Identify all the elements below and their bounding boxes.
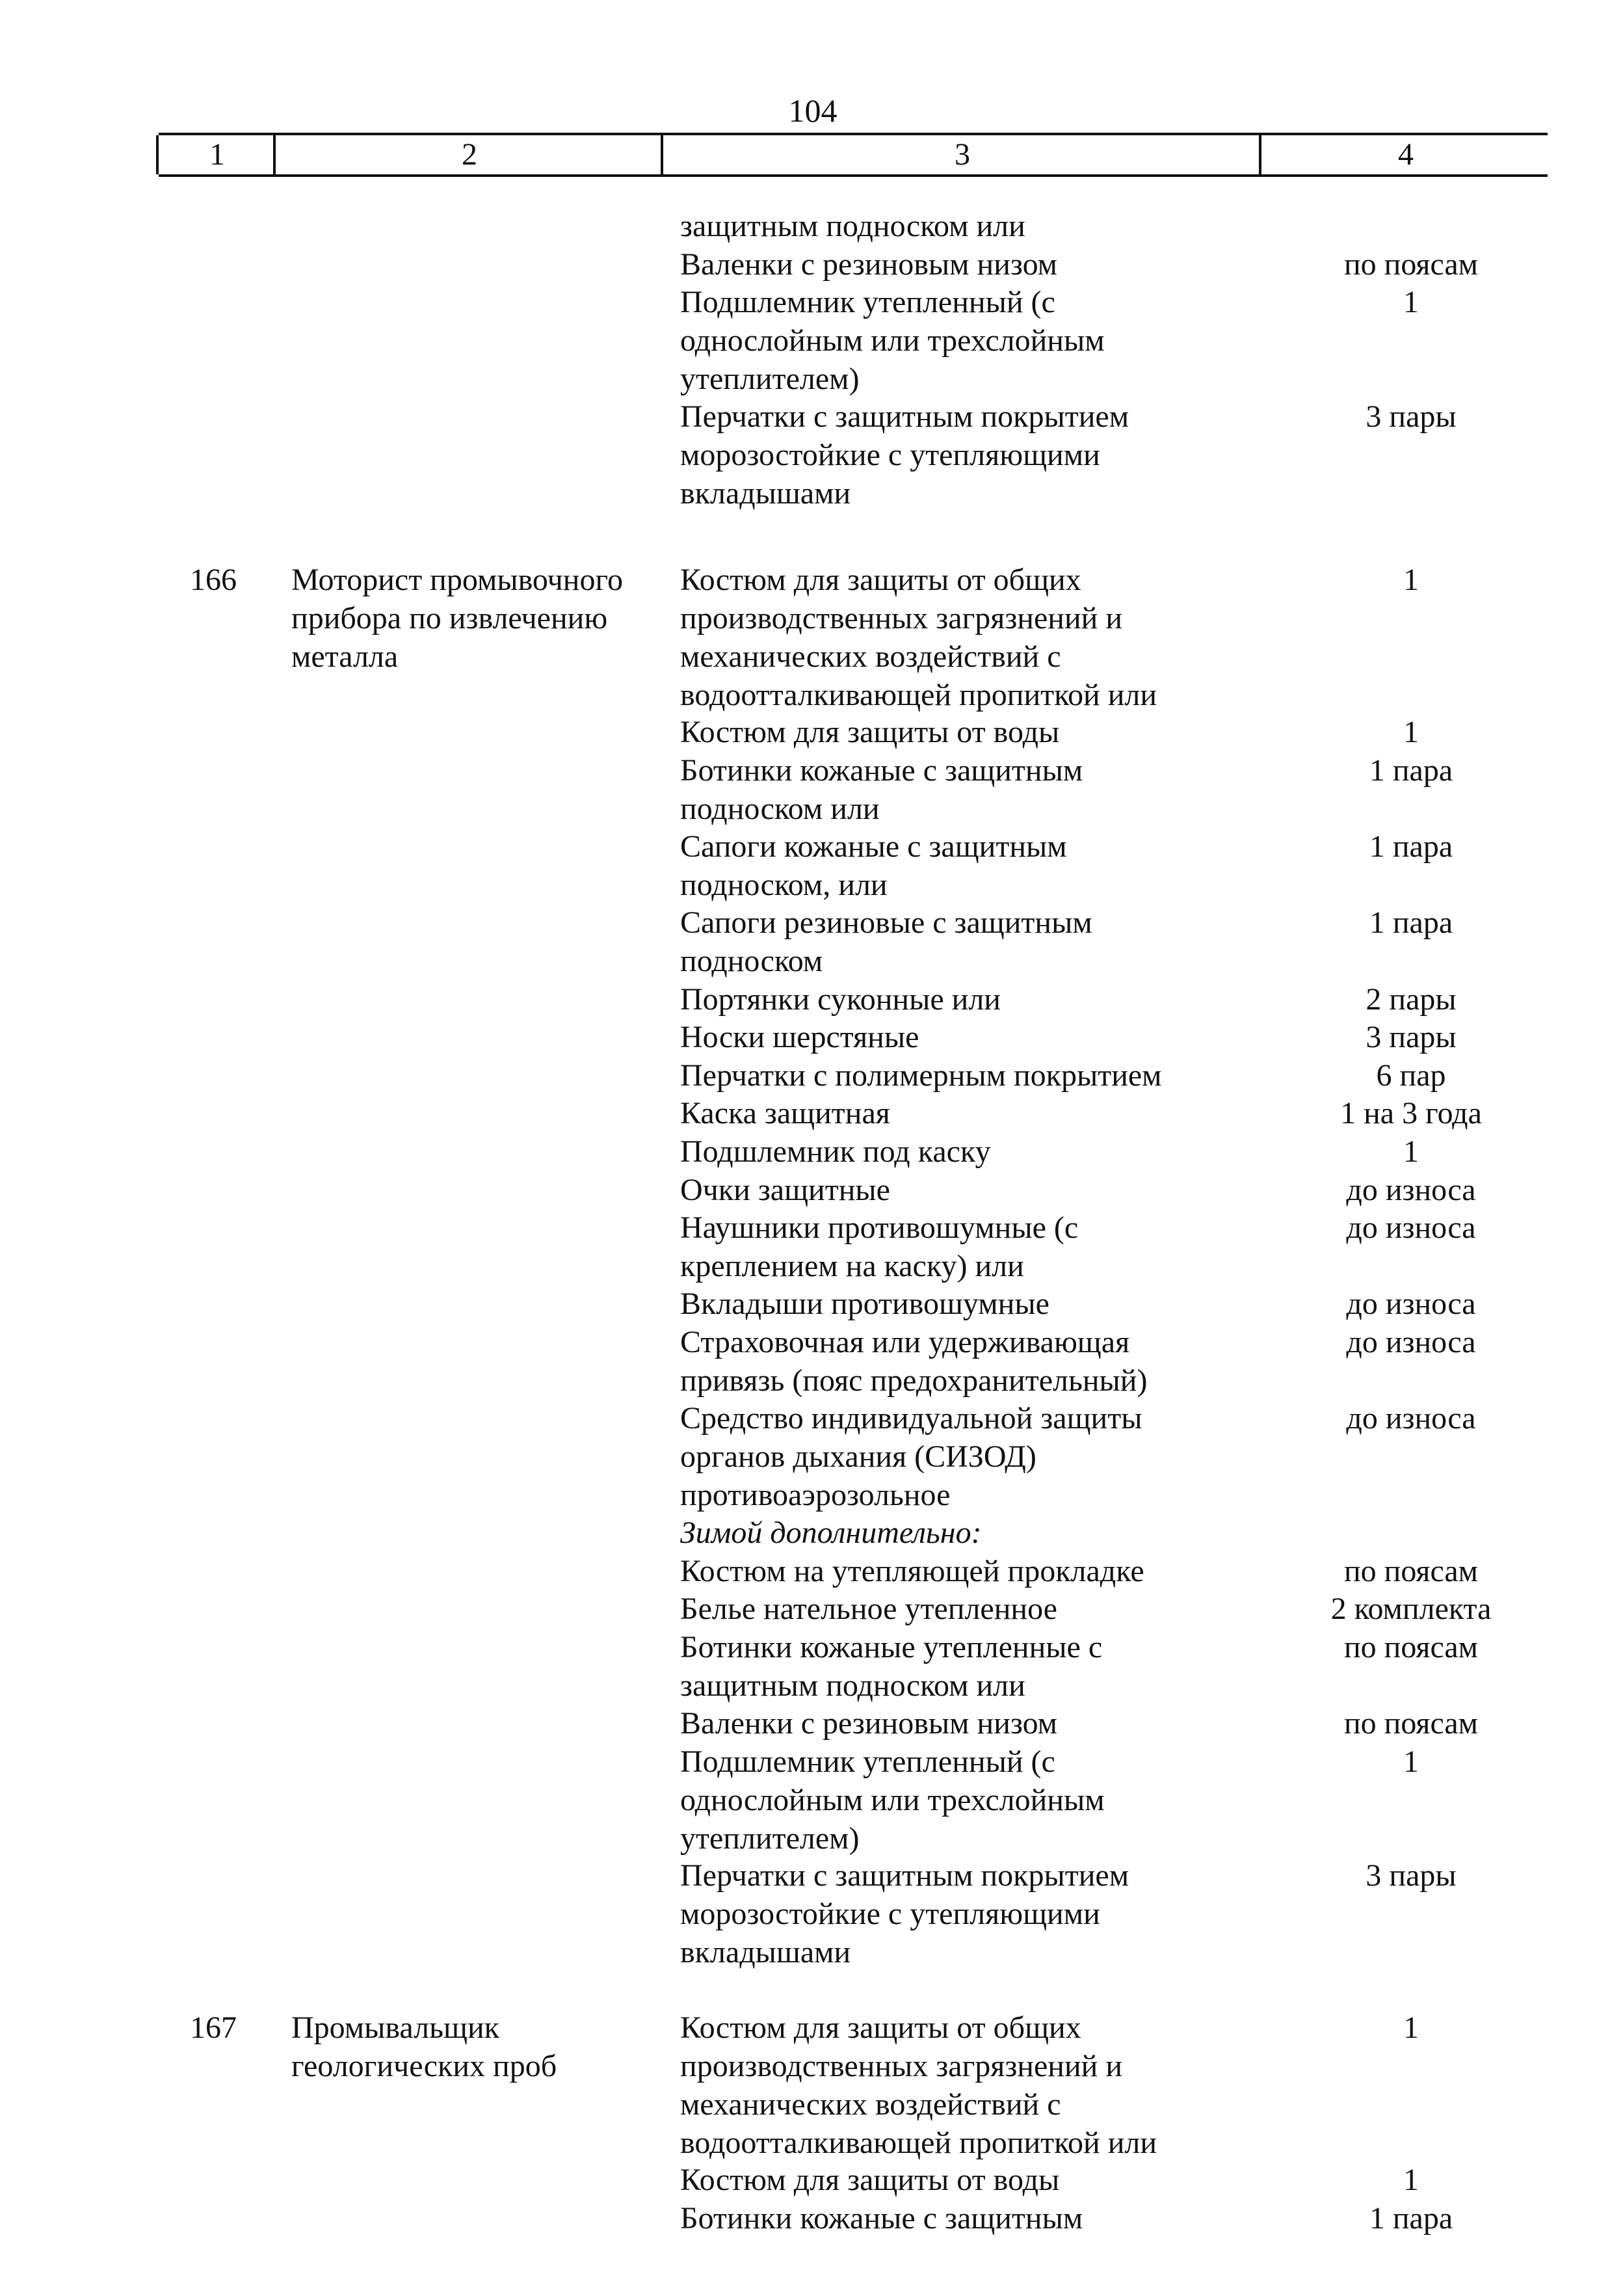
item-name: Костюм для защиты от общих производственных загрязнений и механических воздействий с водоотталкивающей пропиткой или — [680, 2010, 1157, 2160]
item-name: Перчатки с полимерным покрытием — [680, 1058, 1162, 1093]
item-quantity: 2 пары — [1366, 981, 1457, 1017]
item-quantity: 1 пара — [1369, 753, 1453, 788]
item-name: Средство индивидуальной защиты органов дыхания (СИЗОД) противоаэрозольное — [680, 1401, 1142, 1513]
item-quantity: 6 пар — [1376, 1058, 1446, 1093]
item-name: Очки защитные — [680, 1172, 890, 1207]
item-name: Подшлемник утепленный (с однослойным или трехслойным утеплителем) — [680, 285, 1105, 397]
item-quantity: до износа — [1346, 1287, 1476, 1322]
item-name: Валенки с резиновым низом — [680, 247, 1058, 282]
item-quantity: по поясам — [1343, 1629, 1479, 1664]
item-name: Подшлемник утепленный (с однослойным или трехслойным утеплителем) — [680, 1744, 1105, 1856]
item-quantity: 1 пара — [1369, 2201, 1453, 2236]
item-quantity: до износа — [1346, 1401, 1476, 1436]
item-quantity: 3 пары — [1366, 1858, 1457, 1893]
item-quantity: 3 пары — [1366, 399, 1457, 434]
item-quantity: до износа — [1346, 1172, 1476, 1207]
item-quantity: по поясам — [1343, 247, 1479, 282]
item-name: Ботинки кожаные утепленные с защитным подноском или — [680, 1629, 1103, 1703]
item-name: Костюм для защиты от воды — [680, 2163, 1060, 2198]
item-quantity: 1 — [1403, 1134, 1419, 1169]
profession-name: Моторист промывочного прибора по извлечению металла — [291, 563, 623, 674]
item-name: Костюм на утепляющей прокладке — [680, 1553, 1144, 1588]
entry-number: 166 — [190, 563, 237, 597]
header-col-2: 2 — [273, 135, 663, 174]
item-name: Носки шерстяные — [680, 1020, 919, 1055]
item-name: Портянки суконные или — [680, 981, 1001, 1017]
item-quantity: до износа — [1346, 1325, 1476, 1359]
item-quantity: 1 пара — [1369, 905, 1453, 941]
section-note: Зимой дополнительно: — [680, 1515, 982, 1550]
profession-name: Промывальщик геологических проб — [291, 2010, 557, 2083]
item-quantity: 1 — [1403, 285, 1419, 320]
item-quantity: 1 — [1403, 715, 1419, 750]
item-quantity: 2 комплекта — [1330, 1592, 1492, 1627]
header-col-3: 3 — [661, 135, 1261, 174]
item-name: Валенки с резиновым низом — [680, 1706, 1058, 1741]
item-quantity: до износа — [1346, 1210, 1476, 1246]
item-name: Каска защитная — [680, 1096, 890, 1131]
item-quantity: 1 — [1403, 2163, 1419, 2198]
item-quantity: 1 — [1403, 563, 1419, 597]
item-name: Подшлемник под каску — [680, 1134, 991, 1169]
item-name: Костюм для защиты от воды — [680, 715, 1060, 750]
item-quantity: 1 — [1403, 1744, 1419, 1779]
item-name: Сапоги резиновые с защитным подноском — [680, 905, 1092, 979]
item-name: Белье нательное утепленное — [680, 1592, 1057, 1627]
item-quantity: 1 на 3 года — [1340, 1096, 1482, 1131]
header-col-1: 1 — [156, 135, 276, 174]
item-name: защитным подноском или — [680, 209, 1025, 243]
item-quantity: по поясам — [1343, 1553, 1479, 1588]
header-col-4: 4 — [1259, 135, 1550, 174]
item-name: Сапоги кожаные с защитным подноском, или — [680, 829, 1067, 903]
entry-number: 167 — [190, 2010, 237, 2045]
item-name: Ботинки кожаные с защитным — [680, 2201, 1083, 2236]
item-name: Наушники противошумные (с креплением на каску) или — [680, 1210, 1079, 1284]
item-name: Вкладыши противошумные — [680, 1287, 1049, 1322]
item-quantity: по поясам — [1343, 1706, 1479, 1741]
item-name: Перчатки с защитным покрытием морозостойкие с утепляющими вкладышами — [680, 1858, 1129, 1970]
item-name: Страховочная или удерживающая привязь (пояс предохранительный) — [680, 1325, 1148, 1398]
item-quantity: 1 — [1403, 2010, 1419, 2045]
item-name: Ботинки кожаные с защитным подноском или — [680, 753, 1083, 826]
item-name: Перчатки с защитным покрытием морозостойкие с утепляющими вкладышами — [680, 399, 1129, 511]
page-number: 104 — [788, 92, 838, 129]
item-name: Костюм для защиты от общих производственных загрязнений и механических воздействий с водоотталкивающей пропиткой или — [680, 563, 1157, 712]
item-quantity: 3 пары — [1366, 1020, 1457, 1055]
item-quantity: 1 пара — [1369, 829, 1453, 864]
